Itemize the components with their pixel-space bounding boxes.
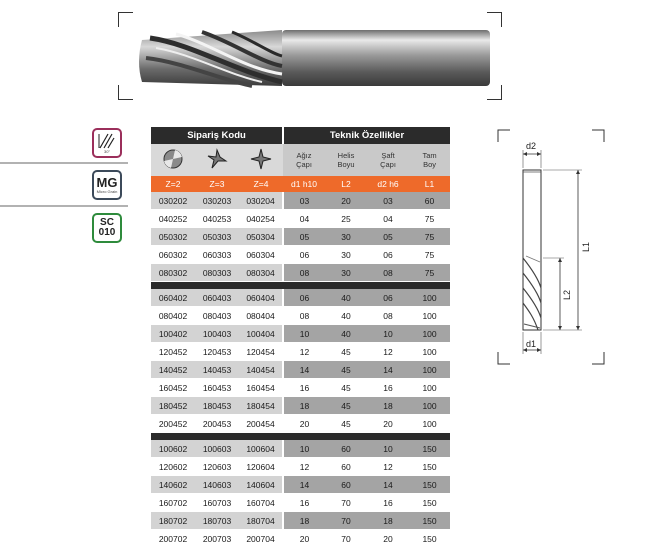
spec-value-cell: 10 xyxy=(367,325,409,343)
code-label-row xyxy=(151,176,450,192)
spec-value-cell: 70 xyxy=(325,494,367,512)
order-code-cell: 200454 xyxy=(239,415,283,433)
spec-value-cell: 18 xyxy=(367,512,409,530)
order-code-cell: 100604 xyxy=(239,440,283,458)
spec-value-cell: 04 xyxy=(367,210,409,228)
spec-value-cell: 75 xyxy=(409,228,450,246)
spec-value-cell: 75 xyxy=(409,210,450,228)
order-code-cell: 040252 xyxy=(151,210,195,228)
spec-value-cell: 16 xyxy=(367,494,409,512)
spec-value-cell: 12 xyxy=(283,458,325,476)
order-code-cell: 180703 xyxy=(195,512,239,530)
group-divider xyxy=(151,433,450,441)
spec-value-cell: 75 xyxy=(409,246,450,264)
param-line2: Boyu xyxy=(337,160,355,169)
micro-grain-badge xyxy=(92,170,122,200)
table-row xyxy=(151,379,450,397)
spec-value-cell: 08 xyxy=(283,264,325,282)
order-code-cell: 160454 xyxy=(239,379,283,397)
table-row xyxy=(151,325,450,343)
spec-value-cell: 30 xyxy=(325,228,367,246)
order-code-cell: 060303 xyxy=(195,246,239,264)
code-label: L2 xyxy=(325,176,367,192)
end-mill-photo xyxy=(132,24,492,90)
param-cell xyxy=(367,144,409,176)
order-code-cell: 040254 xyxy=(239,210,283,228)
sc-label: SC xyxy=(100,217,114,228)
order-code-cell: 080404 xyxy=(239,307,283,325)
spec-value-cell: 45 xyxy=(325,415,367,433)
spec-value-cell: 45 xyxy=(325,379,367,397)
spec-value-cell: 12 xyxy=(367,343,409,361)
spec-value-cell: 05 xyxy=(283,228,325,246)
spec-value-cell: 20 xyxy=(367,530,409,548)
order-code-cell: 120602 xyxy=(151,458,195,476)
table-row xyxy=(151,192,450,210)
order-code-cell: 040253 xyxy=(195,210,239,228)
code-label: Z=2 xyxy=(151,176,195,192)
spec-value-cell: 14 xyxy=(283,361,325,379)
spec-value-cell: 30 xyxy=(325,246,367,264)
spec-value-cell: 18 xyxy=(283,397,325,415)
order-code-cell: 060403 xyxy=(195,289,239,307)
spec-value-cell: 20 xyxy=(283,530,325,548)
order-code-cell: 050304 xyxy=(239,228,283,246)
order-code-cell: 140602 xyxy=(151,476,195,494)
spec-value-cell: 75 xyxy=(409,264,450,282)
order-code-cell: 180453 xyxy=(195,397,239,415)
order-code-cell: 030204 xyxy=(239,192,283,210)
spec-value-cell: 40 xyxy=(325,289,367,307)
table-row xyxy=(151,289,450,307)
spec-value-cell: 100 xyxy=(409,415,450,433)
code-label: L1 xyxy=(409,176,450,192)
table-row xyxy=(151,246,450,264)
order-code-cell: 100603 xyxy=(195,440,239,458)
order-code-cell: 180704 xyxy=(239,512,283,530)
spec-value-cell: 20 xyxy=(283,415,325,433)
spec-value-cell: 16 xyxy=(283,379,325,397)
table-group-header xyxy=(151,127,450,144)
order-code-cell: 200703 xyxy=(195,530,239,548)
table-row xyxy=(151,494,450,512)
order-code-header: Sipariş Kodu xyxy=(151,127,283,144)
spec-value-cell: 18 xyxy=(283,512,325,530)
group-divider-cell xyxy=(151,433,450,441)
spec-value-cell: 20 xyxy=(367,415,409,433)
spec-value-cell: 45 xyxy=(325,397,367,415)
order-code-cell: 120452 xyxy=(151,343,195,361)
table-row xyxy=(151,458,450,476)
spec-value-cell: 03 xyxy=(367,192,409,210)
spec-value-cell: 06 xyxy=(283,246,325,264)
spec-value-cell: 150 xyxy=(409,458,450,476)
table-row xyxy=(151,228,450,246)
spec-value-cell: 60 xyxy=(325,476,367,494)
spec-value-cell: 04 xyxy=(283,210,325,228)
spec-value-cell: 70 xyxy=(325,512,367,530)
table-row xyxy=(151,440,450,458)
spec-value-cell: 45 xyxy=(325,343,367,361)
spec-value-cell: 60 xyxy=(325,440,367,458)
spec-table xyxy=(151,127,450,548)
spec-value-cell: 14 xyxy=(367,476,409,494)
order-code-cell: 060404 xyxy=(239,289,283,307)
order-code-cell: 030203 xyxy=(195,192,239,210)
table-row xyxy=(151,512,450,530)
param-cell xyxy=(409,144,450,176)
order-code-cell: 200453 xyxy=(195,415,239,433)
spec-value-cell: 06 xyxy=(283,289,325,307)
helix-angle-icon xyxy=(97,133,117,149)
badge-separator-lines xyxy=(0,0,150,260)
table-row xyxy=(151,343,450,361)
spec-value-cell: 100 xyxy=(409,289,450,307)
order-code-cell: 120454 xyxy=(239,343,283,361)
spec-value-cell: 100 xyxy=(409,307,450,325)
order-code-cell: 160453 xyxy=(195,379,239,397)
spec-value-cell: 45 xyxy=(325,361,367,379)
l1-label: L1 xyxy=(581,241,591,252)
table-row xyxy=(151,361,450,379)
table-row xyxy=(151,307,450,325)
order-code-cell: 100402 xyxy=(151,325,195,343)
spec-value-cell: 150 xyxy=(409,476,450,494)
spec-value-cell: 100 xyxy=(409,361,450,379)
order-code-cell: 140604 xyxy=(239,476,283,494)
order-code-cell: 030202 xyxy=(151,192,195,210)
order-code-cell: 120604 xyxy=(239,458,283,476)
d2-label: d2 xyxy=(526,141,537,151)
table-row xyxy=(151,415,450,433)
order-code-cell: 060402 xyxy=(151,289,195,307)
spec-value-cell: 16 xyxy=(367,379,409,397)
spec-value-cell: 20 xyxy=(325,192,367,210)
param-line1: Şaft xyxy=(381,151,395,160)
spec-value-cell: 150 xyxy=(409,512,450,530)
icon-header-row xyxy=(151,144,450,176)
spec-value-cell: 60 xyxy=(409,192,450,210)
order-code-cell: 160452 xyxy=(151,379,195,397)
spec-value-cell: 05 xyxy=(367,228,409,246)
order-code-cell: 080302 xyxy=(151,264,195,282)
order-code-cell: 140453 xyxy=(195,361,239,379)
spec-value-cell: 08 xyxy=(367,307,409,325)
param-line2: Boy xyxy=(423,160,436,169)
spec-value-cell: 100 xyxy=(409,343,450,361)
order-code-cell: 080304 xyxy=(239,264,283,282)
order-code-cell: 140452 xyxy=(151,361,195,379)
order-code-cell: 180452 xyxy=(151,397,195,415)
order-code-cell: 080402 xyxy=(151,307,195,325)
order-code-cell: 060304 xyxy=(239,246,283,264)
spec-value-cell: 25 xyxy=(325,210,367,228)
spec-value-cell: 40 xyxy=(325,307,367,325)
mg-label: MG xyxy=(96,175,118,190)
flute-icon-cell xyxy=(151,144,195,176)
spec-value-cell: 100 xyxy=(409,397,450,415)
group-divider xyxy=(151,282,450,290)
param-cell xyxy=(283,144,325,176)
mg-sub-label: Micro Grain xyxy=(96,189,118,194)
order-code-cell: 200452 xyxy=(151,415,195,433)
table-row xyxy=(151,530,450,548)
spec-value-cell: 08 xyxy=(367,264,409,282)
spec-value-cell: 10 xyxy=(283,440,325,458)
spec-value-cell: 14 xyxy=(367,361,409,379)
code-label: d1 h10 xyxy=(283,176,325,192)
2-flute-cross-section-icon xyxy=(162,148,184,170)
spec-value-cell: 06 xyxy=(367,289,409,307)
spec-value-cell: 60 xyxy=(325,458,367,476)
helix-angle-badge xyxy=(92,128,122,158)
spec-value-cell: 12 xyxy=(367,458,409,476)
table-row xyxy=(151,476,450,494)
spec-value-cell: 150 xyxy=(409,530,450,548)
spec-value-cell: 40 xyxy=(325,325,367,343)
helix-angle-value: 30° xyxy=(103,148,111,154)
param-line1: Tam xyxy=(422,151,437,160)
spec-value-cell: 10 xyxy=(367,440,409,458)
product-photo-frame xyxy=(118,12,502,100)
param-cell xyxy=(325,144,367,176)
spec-value-cell: 08 xyxy=(283,307,325,325)
code-label: d2 h6 xyxy=(367,176,409,192)
spec-value-cell: 03 xyxy=(283,192,325,210)
order-code-cell: 140603 xyxy=(195,476,239,494)
group-divider-cell xyxy=(151,282,450,290)
order-code-cell: 200704 xyxy=(239,530,283,548)
flute-icon-cell xyxy=(195,144,239,176)
4-flute-cross-section-icon xyxy=(250,148,272,170)
spec-value-cell: 18 xyxy=(367,397,409,415)
spec-value-cell: 16 xyxy=(283,494,325,512)
param-line1: Ağız xyxy=(296,151,312,160)
spec-value-cell: 100 xyxy=(409,379,450,397)
order-code-cell: 160702 xyxy=(151,494,195,512)
code-label: Z=3 xyxy=(195,176,239,192)
order-code-cell: 100403 xyxy=(195,325,239,343)
flute-icon-cell xyxy=(239,144,283,176)
param-line1: Helis xyxy=(337,151,355,160)
spec-value-cell: 150 xyxy=(409,440,450,458)
spec-table-body xyxy=(151,192,450,548)
dimension-drawing xyxy=(496,128,608,368)
param-line2: Çapı xyxy=(380,160,396,169)
spec-value-cell: 100 xyxy=(409,325,450,343)
order-code-cell: 120603 xyxy=(195,458,239,476)
sc-grade: 010 xyxy=(98,227,116,238)
order-code-cell: 080303 xyxy=(195,264,239,282)
code-label: Z=4 xyxy=(239,176,283,192)
order-code-cell: 050302 xyxy=(151,228,195,246)
order-code-cell: 100404 xyxy=(239,325,283,343)
spec-value-cell: 06 xyxy=(367,246,409,264)
spec-value-cell: 30 xyxy=(325,264,367,282)
order-code-cell: 160703 xyxy=(195,494,239,512)
table-row xyxy=(151,397,450,415)
order-code-cell: 120453 xyxy=(195,343,239,361)
spec-value-cell: 14 xyxy=(283,476,325,494)
order-code-cell: 200702 xyxy=(151,530,195,548)
order-code-cell: 100602 xyxy=(151,440,195,458)
order-code-cell: 160704 xyxy=(239,494,283,512)
order-code-cell: 060302 xyxy=(151,246,195,264)
spec-value-cell: 70 xyxy=(325,530,367,548)
l2-label: L2 xyxy=(562,289,572,300)
spec-value-cell: 150 xyxy=(409,494,450,512)
order-code-cell: 050303 xyxy=(195,228,239,246)
order-code-cell: 180454 xyxy=(239,397,283,415)
table-row xyxy=(151,210,450,228)
order-code-cell: 080403 xyxy=(195,307,239,325)
3-flute-cross-section-icon xyxy=(206,148,228,170)
spec-value-cell: 12 xyxy=(283,343,325,361)
order-code-cell: 180702 xyxy=(151,512,195,530)
param-line2: Çapı xyxy=(296,160,312,169)
carbide-grade-badge xyxy=(92,213,122,243)
order-code-cell: 140454 xyxy=(239,361,283,379)
table-row xyxy=(151,264,450,282)
spec-value-cell: 10 xyxy=(283,325,325,343)
d1-label: d1 xyxy=(526,339,537,349)
tech-specs-header: Teknik Özellikler xyxy=(283,127,450,144)
